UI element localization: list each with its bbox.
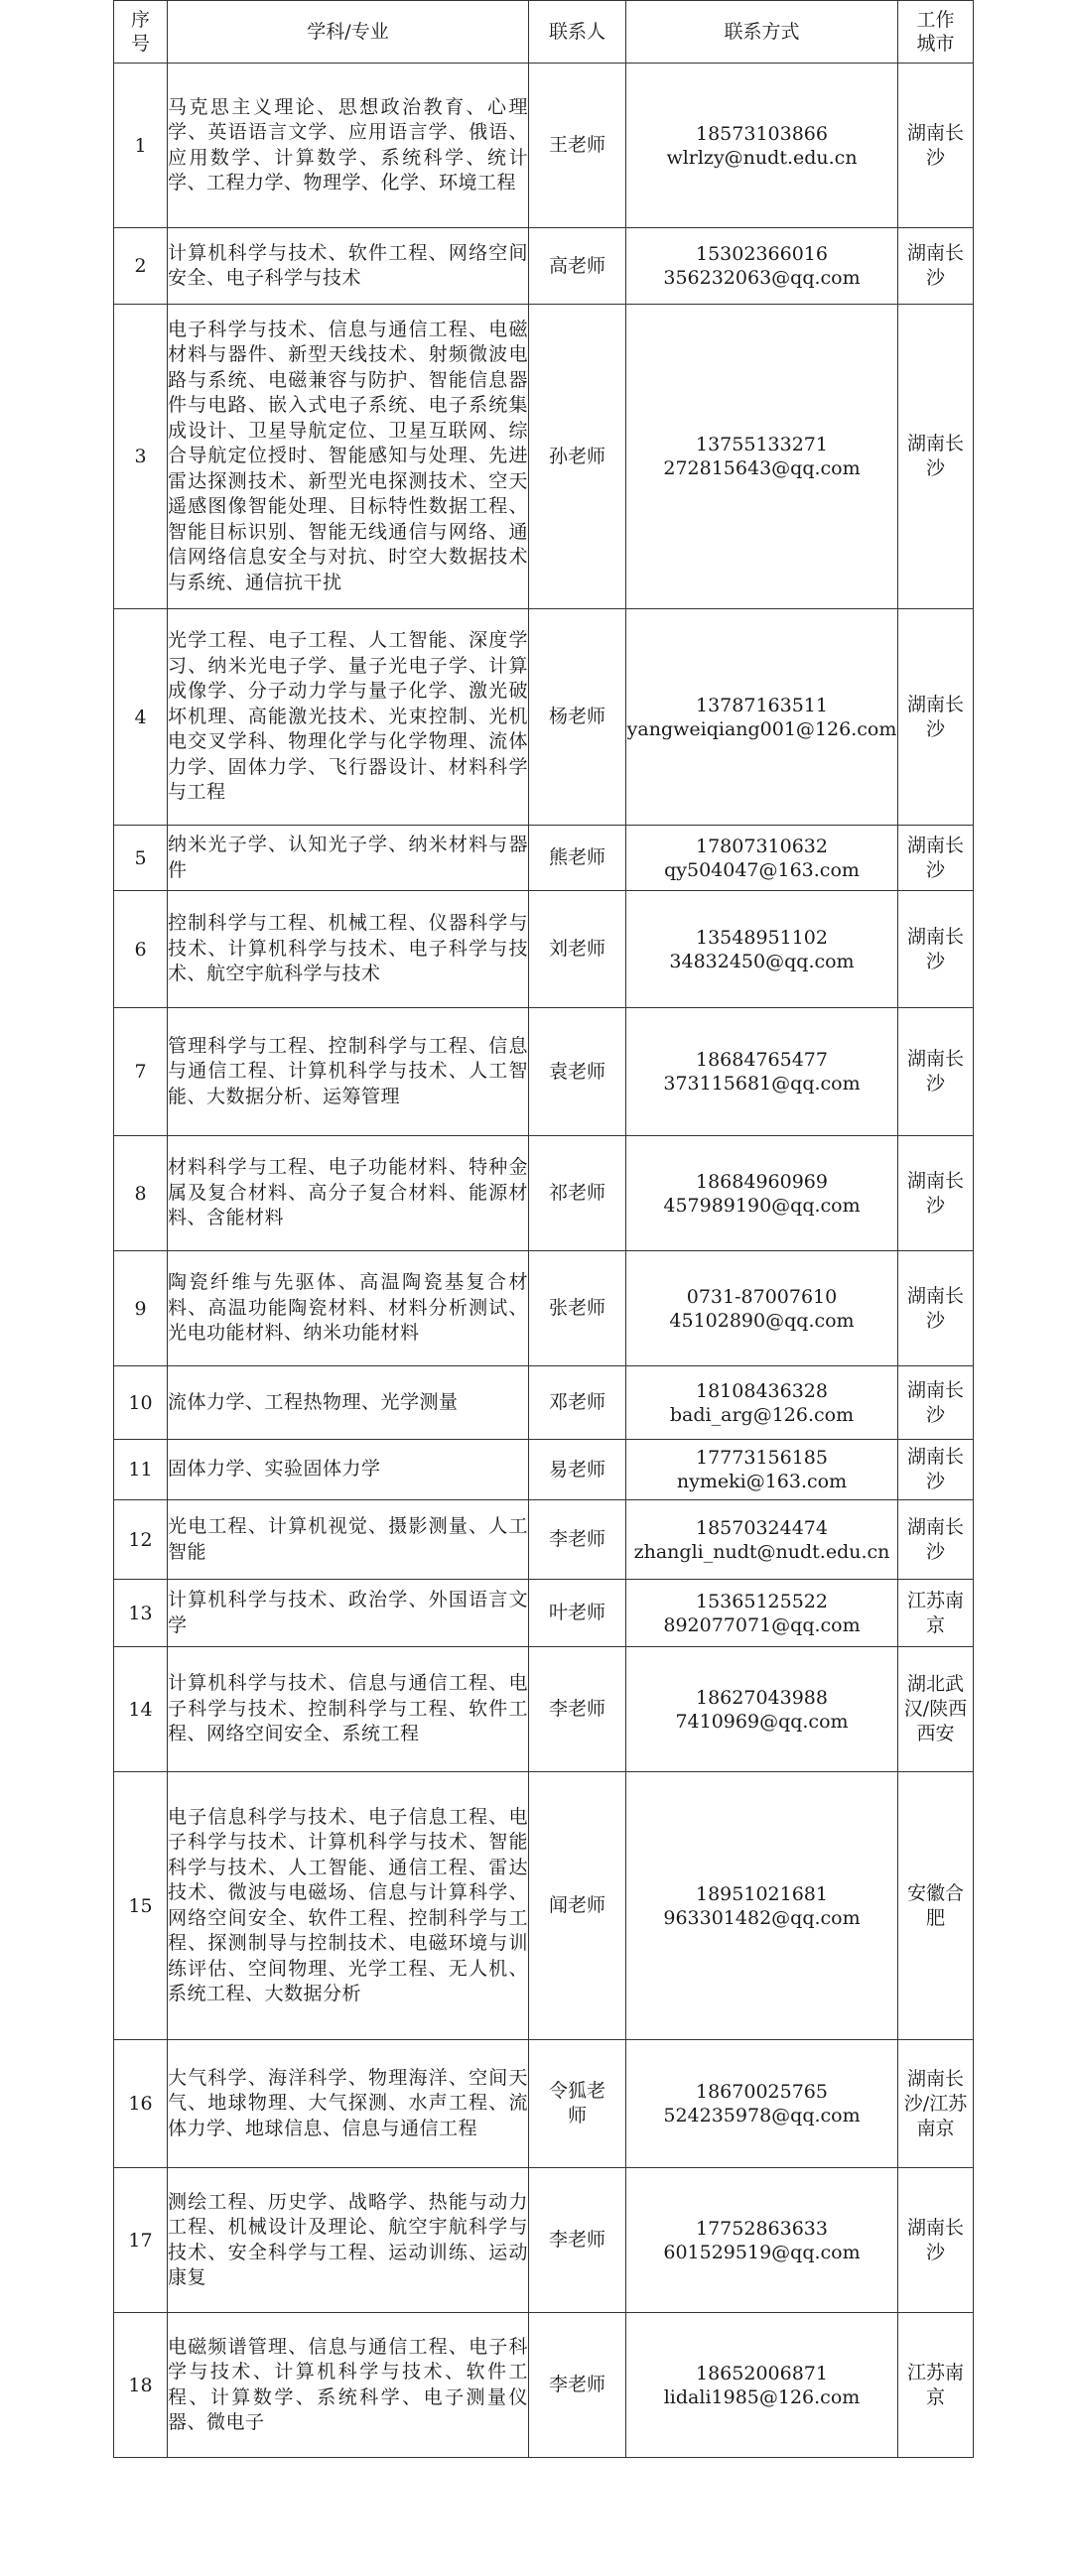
row-number: 1 bbox=[114, 64, 168, 228]
row-phone: 18652006871 bbox=[696, 2362, 828, 2384]
table-row bbox=[114, 1440, 974, 1500]
row-email[interactable]: 45102890@qq.com bbox=[669, 1309, 855, 1332]
row-city: 湖南长沙 bbox=[898, 1440, 974, 1500]
contacts-table bbox=[113, 0, 974, 2458]
row-number: 18 bbox=[114, 2313, 168, 2458]
row-subject: 电子信息科学与技术、电子信息工程、电子科学与技术、计算机科学与技术、智能科学与技术、人工智能、通信工程、雷达技术、微波与电磁场、信息与计算科学、网络空间安全、软件工程、控制科学与工程、探测制导与控制技术、电磁环境与训练评估、空间物理、光学工程、无人机、系统工程、大数据分析 bbox=[168, 1772, 529, 2040]
header-method: 联系方式 bbox=[626, 1, 898, 64]
row-method bbox=[626, 1772, 898, 2040]
row-subject: 流体力学、工程热物理、光学测量 bbox=[168, 1366, 529, 1440]
row-city: 江苏南京 bbox=[898, 1580, 974, 1647]
row-phone: 17752863633 bbox=[696, 2217, 828, 2240]
row-phone: 17807310632 bbox=[696, 835, 828, 857]
table-row bbox=[114, 1647, 974, 1772]
row-subject: 光电工程、计算机视觉、摄影测量、人工智能 bbox=[168, 1500, 529, 1580]
row-contact: 袁老师 bbox=[529, 1008, 626, 1136]
row-contact: 叶老师 bbox=[529, 1580, 626, 1647]
row-city: 湖南长沙 bbox=[898, 1366, 974, 1440]
row-phone: 15302366016 bbox=[696, 243, 828, 265]
row-method bbox=[626, 2313, 898, 2458]
row-contact: 刘老师 bbox=[529, 891, 626, 1008]
row-email[interactable]: 892077071@qq.com bbox=[663, 1613, 861, 1636]
row-method bbox=[626, 1136, 898, 1251]
table-row bbox=[114, 305, 974, 609]
row-subject: 电子科学与技术、信息与通信工程、电磁材料与器件、新型天线技术、射频微波电路与系统、电磁兼容与防护、智能信息器件与电路、嵌入式电子系统、电子系统集成设计、卫星导航定位、卫星互联网、综合导航定位授时、智能感知与处理、先进雷达探测技术、新型光电探测技术、空天遥感图像智能处理、目标特性数据工程、智能目标识别、智能无线通信与网络、通信网络信息安全与对抗、时空大数据技术与系统、通信抗干扰 bbox=[168, 305, 529, 609]
row-number: 11 bbox=[114, 1440, 168, 1500]
row-number: 4 bbox=[114, 609, 168, 826]
row-method bbox=[626, 64, 898, 228]
row-email[interactable]: 963301482@qq.com bbox=[663, 1906, 861, 1929]
row-contact: 邓老师 bbox=[529, 1366, 626, 1440]
header-subject: 学科/专业 bbox=[168, 1, 529, 64]
row-phone: 18684765477 bbox=[696, 1049, 828, 1071]
row-email[interactable]: 272815643@qq.com bbox=[663, 457, 861, 479]
row-city: 湖南长沙 bbox=[898, 826, 974, 891]
row-contact: 杨老师 bbox=[529, 609, 626, 826]
row-email[interactable]: yangweiqiang001@126.com bbox=[626, 717, 897, 740]
row-subject: 电磁频谱管理、信息与通信工程、电子科学与技术、计算机科学与技术、软件工程、计算数学、系统科学、电子测量仪器、微电子 bbox=[168, 2313, 529, 2458]
row-number: 14 bbox=[114, 1647, 168, 1772]
row-contact: 张老师 bbox=[529, 1251, 626, 1366]
row-city: 安徽合肥 bbox=[898, 1772, 974, 2040]
row-phone: 18570324474 bbox=[696, 1516, 828, 1539]
row-number: 6 bbox=[114, 891, 168, 1008]
row-email[interactable]: 34832450@qq.com bbox=[669, 950, 855, 972]
row-phone: 18684960969 bbox=[696, 1170, 828, 1193]
row-city: 湖南长沙 bbox=[898, 1251, 974, 1366]
row-phone: 13787163511 bbox=[696, 694, 828, 716]
header-row bbox=[114, 1, 974, 64]
row-number: 2 bbox=[114, 228, 168, 305]
row-subject: 纳米光子学、认知光子学、纳米材料与器件 bbox=[168, 826, 529, 891]
row-email[interactable]: qy504047@163.com bbox=[664, 858, 860, 881]
row-number: 8 bbox=[114, 1136, 168, 1251]
row-contact: 熊老师 bbox=[529, 826, 626, 891]
row-contact: 李老师 bbox=[529, 2313, 626, 2458]
row-method bbox=[626, 2168, 898, 2313]
row-subject: 计算机科学与技术、信息与通信工程、电子科学与技术、控制科学与工程、软件工程、网络空间安全、系统工程 bbox=[168, 1647, 529, 1772]
table-row bbox=[114, 1772, 974, 2040]
row-number: 3 bbox=[114, 305, 168, 609]
row-phone: 13755133271 bbox=[696, 434, 828, 455]
row-email[interactable]: 524235978@qq.com bbox=[663, 2105, 861, 2126]
row-subject: 测绘工程、历史学、战略学、热能与动力工程、机械设计及理论、航空宇航科学与技术、安全科学与工程、运动训练、运动康复 bbox=[168, 2168, 529, 2313]
row-city: 湖南长沙 bbox=[898, 228, 974, 305]
row-phone: 18627043988 bbox=[696, 1686, 828, 1709]
row-subject: 固体力学、实验固体力学 bbox=[168, 1440, 529, 1500]
row-phone: 13548951102 bbox=[696, 926, 828, 949]
row-phone: 18670025765 bbox=[696, 2081, 828, 2103]
row-city: 湖北武汉/陕西西安 bbox=[898, 1647, 974, 1772]
row-subject: 计算机科学与技术、政治学、外国语言文学 bbox=[168, 1580, 529, 1647]
table-row bbox=[114, 2040, 974, 2168]
table-row bbox=[114, 64, 974, 228]
row-subject: 大气科学、海洋科学、物理海洋、空间天气、地球物理、大气探测、水声工程、流体力学、地球信息、信息与通信工程 bbox=[168, 2040, 529, 2168]
row-city: 湖南长沙 bbox=[898, 2168, 974, 2313]
row-contact: 易老师 bbox=[529, 1440, 626, 1500]
table-row bbox=[114, 1500, 974, 1580]
row-email[interactable]: 7410969@qq.com bbox=[675, 1710, 849, 1733]
table-row bbox=[114, 1008, 974, 1136]
row-subject: 陶瓷纤维与先驱体、高温陶瓷基复合材料、高温功能陶瓷材料、材料分析测试、光电功能材料、纳米功能材料 bbox=[168, 1251, 529, 1366]
row-city: 湖南长沙/江苏南京 bbox=[898, 2040, 974, 2168]
table-row bbox=[114, 2313, 974, 2458]
table-row bbox=[114, 826, 974, 891]
row-number: 10 bbox=[114, 1366, 168, 1440]
row-method bbox=[626, 891, 898, 1008]
row-city: 江苏南京 bbox=[898, 2313, 974, 2458]
row-phone: 0731-87007610 bbox=[686, 1285, 838, 1308]
row-number: 17 bbox=[114, 2168, 168, 2313]
row-subject: 马克思主义理论、思想政治教育、心理学、英语语言文学、应用语言学、俄语、应用数学、计算数学、系统科学、统计学、工程力学、物理学、化学、环境工程 bbox=[168, 64, 529, 228]
row-contact: 李老师 bbox=[529, 1500, 626, 1580]
row-email[interactable]: 356232063@qq.com bbox=[663, 267, 861, 289]
header-city: 工作城市 bbox=[898, 1, 974, 64]
row-email[interactable]: 373115681@qq.com bbox=[663, 1073, 861, 1095]
row-number: 16 bbox=[114, 2040, 168, 2168]
row-city: 湖南长沙 bbox=[898, 305, 974, 609]
row-method bbox=[626, 1580, 898, 1647]
row-city: 湖南长沙 bbox=[898, 1008, 974, 1136]
row-number: 7 bbox=[114, 1008, 168, 1136]
row-subject: 光学工程、电子工程、人工智能、深度学习、纳米光电子学、量子光电子学、计算成像学、分子动力学与量子化学、激光破坏机理、高能激光技术、光束控制、光机电交叉学科、物理化学与化学物理、流体力学、固体力学、飞行器设计、材料科学与工程 bbox=[168, 609, 529, 826]
row-email[interactable]: 601529519@qq.com bbox=[663, 2241, 861, 2263]
row-number: 5 bbox=[114, 826, 168, 891]
row-phone: 15365125522 bbox=[696, 1590, 828, 1612]
row-contact: 祁老师 bbox=[529, 1136, 626, 1251]
row-email[interactable]: badi_arg@126.com bbox=[669, 1403, 855, 1426]
row-subject: 控制科学与工程、机械工程、仪器科学与技术、计算机科学与技术、电子科学与技术、航空宇航科学与技术 bbox=[168, 891, 529, 1008]
row-contact: 令狐老师 bbox=[529, 2040, 626, 2168]
row-number: 15 bbox=[114, 1772, 168, 2040]
row-city: 湖南长沙 bbox=[898, 1500, 974, 1580]
table-row bbox=[114, 1580, 974, 1647]
row-method bbox=[626, 305, 898, 609]
table-row bbox=[114, 609, 974, 826]
row-email[interactable]: nymeki@163.com bbox=[676, 1471, 848, 1492]
row-contact: 王老师 bbox=[529, 64, 626, 228]
row-city: 湖南长沙 bbox=[898, 609, 974, 826]
row-contact: 孙老师 bbox=[529, 305, 626, 609]
table-row bbox=[114, 1366, 974, 1440]
row-email[interactable]: wlrlzy@nudt.edu.cn bbox=[666, 146, 858, 169]
header-no: 序号 bbox=[114, 1, 168, 64]
table-row bbox=[114, 891, 974, 1008]
row-method bbox=[626, 1500, 898, 1580]
row-method bbox=[626, 826, 898, 891]
row-method bbox=[626, 2040, 898, 2168]
row-city: 湖南长沙 bbox=[898, 1136, 974, 1251]
row-method bbox=[626, 1366, 898, 1440]
row-subject: 计算机科学与技术、软件工程、网络空间安全、电子科学与技术 bbox=[168, 228, 529, 305]
header-contact: 联系人 bbox=[529, 1, 626, 64]
row-number: 9 bbox=[114, 1251, 168, 1366]
row-method bbox=[626, 609, 898, 826]
table-row bbox=[114, 1136, 974, 1251]
table-row bbox=[114, 228, 974, 305]
row-subject: 管理科学与工程、控制科学与工程、信息与通信工程、计算机科学与技术、人工智能、大数据分析、运筹管理 bbox=[168, 1008, 529, 1136]
row-phone: 18951021681 bbox=[696, 1882, 828, 1905]
row-subject: 材料科学与工程、电子功能材料、特种金属及复合材料、高分子复合材料、能源材料、含能材料 bbox=[168, 1136, 529, 1251]
table-row bbox=[114, 2168, 974, 2313]
table-row bbox=[114, 1251, 974, 1366]
row-email[interactable]: zhangli_nudt@nudt.edu.cn bbox=[633, 1540, 890, 1563]
row-contact: 闻老师 bbox=[529, 1772, 626, 2040]
row-email[interactable]: 457989190@qq.com bbox=[663, 1194, 861, 1217]
row-phone: 17773156185 bbox=[696, 1447, 828, 1469]
row-contact: 李老师 bbox=[529, 2168, 626, 2313]
row-number: 13 bbox=[114, 1580, 168, 1647]
row-method bbox=[626, 1647, 898, 1772]
row-method bbox=[626, 1008, 898, 1136]
row-contact: 李老师 bbox=[529, 1647, 626, 1772]
row-email[interactable]: lidali1985@126.com bbox=[663, 2385, 861, 2408]
row-contact: 高老师 bbox=[529, 228, 626, 305]
row-method bbox=[626, 1251, 898, 1366]
row-city: 湖南长沙 bbox=[898, 891, 974, 1008]
row-number: 12 bbox=[114, 1500, 168, 1580]
row-phone: 18573103866 bbox=[696, 122, 828, 145]
row-city: 湖南长沙 bbox=[898, 64, 974, 228]
row-method bbox=[626, 228, 898, 305]
row-phone: 18108436328 bbox=[696, 1379, 828, 1402]
row-method bbox=[626, 1440, 898, 1500]
